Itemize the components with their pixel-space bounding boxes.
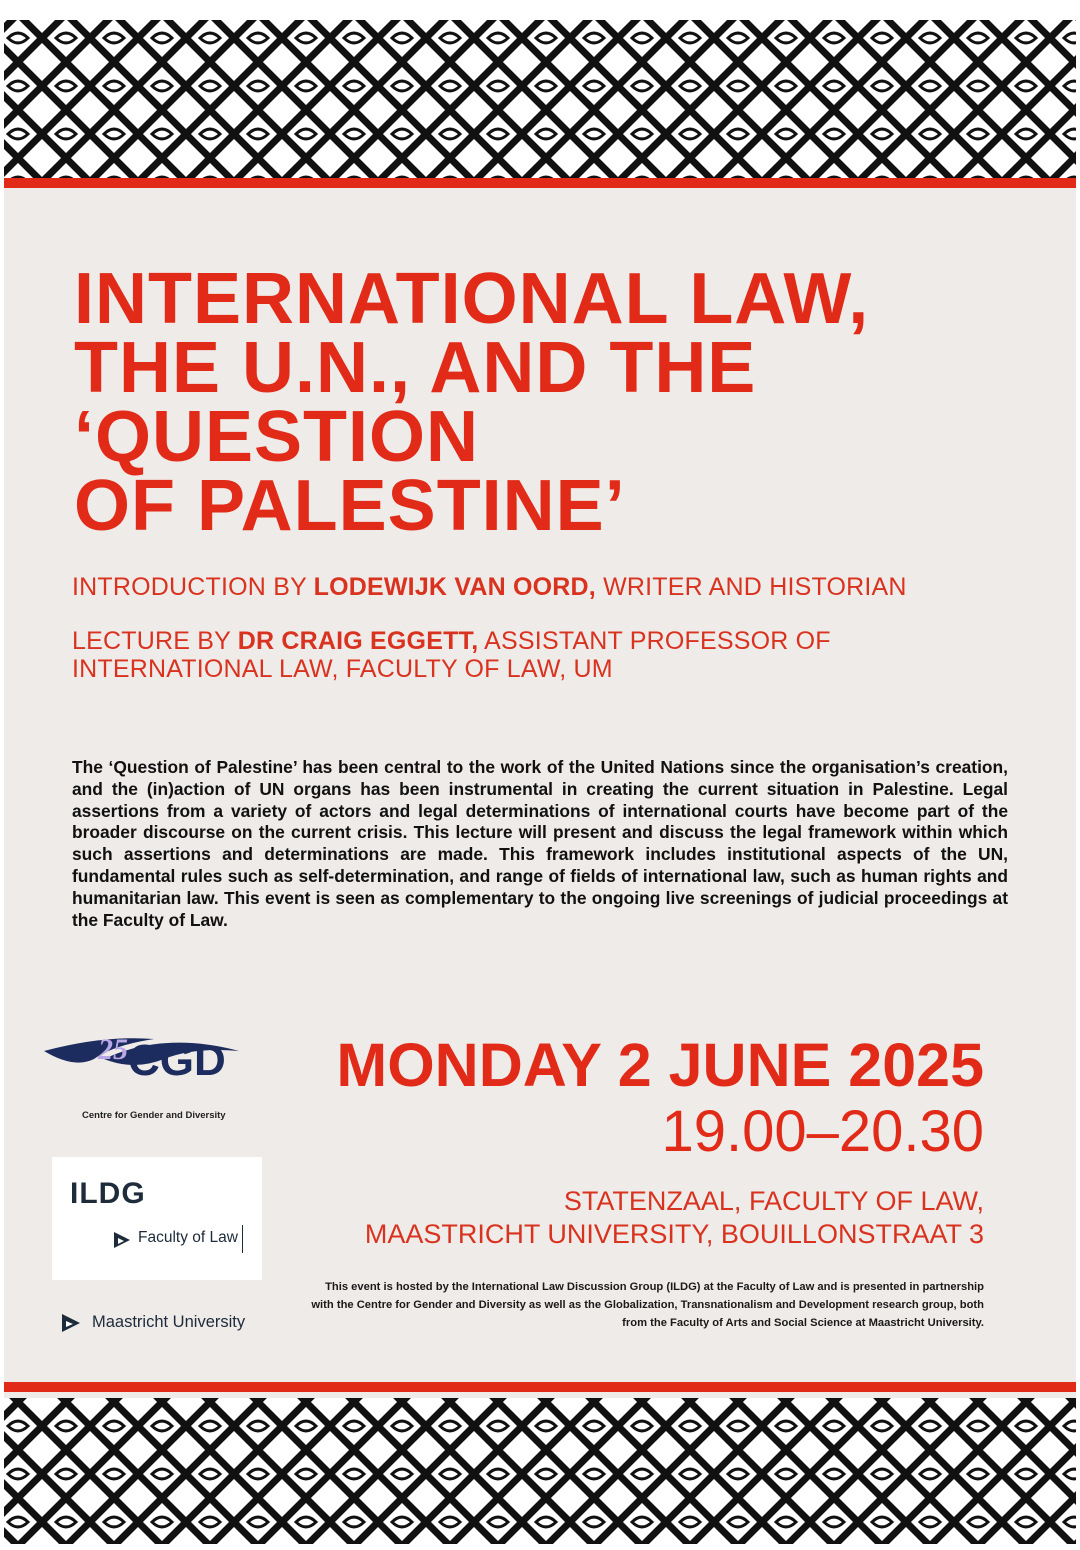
venue-line: STATENZAAL, FACULTY OF LAW, bbox=[563, 1186, 984, 1216]
title-line: OF PALESTINE’ bbox=[74, 466, 626, 546]
ildg-name: ILDG bbox=[70, 1177, 146, 1210]
introduction-role: WRITER AND HISTORIAN bbox=[595, 573, 907, 601]
event-poster bbox=[4, 20, 1076, 1544]
host-note: This event is hosted by the International Law Discussion Group (ILDG) at the Faculty of Law and is presented in partnership with the Centre for Gender and Diversity as well as the Globalization, Transnationalism and Development research group, both from the Faculty of Arts and Social Science at Maastricht University. bbox=[311, 1281, 984, 1329]
cgd-letters: CGD bbox=[128, 1036, 226, 1085]
keffiyeh-pattern-bottom bbox=[4, 1398, 1076, 1544]
cgd-anniversary: 25 bbox=[98, 1033, 128, 1066]
keffiyeh-pattern-top bbox=[4, 20, 1076, 178]
introduction-prefix: INTRODUCTION BY bbox=[72, 573, 314, 601]
red-divider-bottom bbox=[4, 1382, 1076, 1392]
red-divider-top bbox=[4, 178, 1076, 188]
title-line: INTERNATIONAL LAW, bbox=[74, 259, 870, 339]
introduction-credit bbox=[72, 573, 1032, 601]
venue-line: MAASTRICHT UNIVERSITY, BOUILLONSTRAAT 3 bbox=[364, 1219, 984, 1249]
maastricht-university-label: Maastricht University bbox=[92, 1313, 246, 1331]
poster-title bbox=[74, 259, 1034, 546]
lecture-speaker: DR CRAIG EGGETT, bbox=[237, 627, 479, 655]
event-time: 19.00–20.30 bbox=[661, 1099, 984, 1164]
um-logo-icon bbox=[112, 1230, 132, 1250]
faculty-of-law-label: Faculty of Law bbox=[138, 1229, 238, 1246]
lecture-prefix: LECTURE BY bbox=[72, 627, 238, 655]
lecture-credit bbox=[72, 627, 1032, 683]
title-line: THE U.N., AND THE bbox=[74, 328, 757, 408]
title-line: ‘QUESTION bbox=[74, 397, 480, 477]
event-date: MONDAY 2 JUNE 2025 bbox=[336, 1031, 984, 1099]
lecture-role: ASSISTANT PROFESSOR OF INTERNATIONAL LAW, FACULTY OF LAW, UM bbox=[72, 627, 831, 683]
um-logo-icon bbox=[60, 1312, 82, 1334]
divider bbox=[242, 1225, 243, 1253]
event-venue bbox=[365, 1185, 984, 1251]
introduction-speaker: LODEWIJK VAN OORD, bbox=[313, 573, 596, 601]
cgd-caption: Centre for Gender and Diversity bbox=[82, 1110, 226, 1121]
event-description: The ‘Question of Palestine’ has been central to the work of the United Nations since the organisation’s creation, and the (in)action of UN organs has been instrumental in creating the current situation in Palestine. Legal assertions from a variety of actors and legal determinations of international courts have become part of the broader discourse on the current crisis. This lecture will present and discuss the legal framework within which such assertions and determinations are made. This framework includes institutional aspects of the UN, fundamental rules such as self-determination, and range of fields of international law, such as human rights and humanitarian law. This event is seen as complementary to the ongoing live screenings of judicial proceedings at the Faculty of Law. bbox=[72, 757, 1008, 930]
ildg-logo bbox=[52, 1157, 262, 1280]
